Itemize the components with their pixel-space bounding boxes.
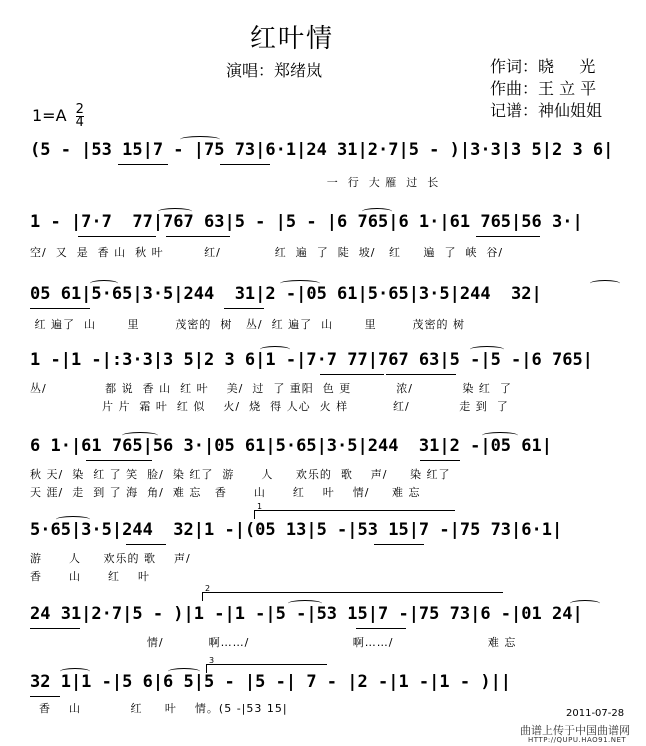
watermark-url: HTTP://QUPU.HAO91.NET: [528, 736, 627, 744]
notation-line: (5 - |53 15|7 - |75 73|6·1|24 31|2·7|5 - )|3·3|3 5|2 3 6|: [30, 140, 614, 160]
notation-line: 05 61|5·65|3·5|244 31|2 -|05 61|5·65|3·5|244 32|: [30, 284, 542, 304]
lyrics-line-2: 片 片 霜 叶 红 似 火/ 烧 得 人心 火 样 红/ 走 到 了: [30, 400, 509, 413]
notation-line: 32 1|1 -|5 6|6 5|5 - |5 -| 7 - |2 -|1 -|1 - )||: [30, 672, 512, 692]
time-signature: [76, 104, 84, 129]
lyrics-line-1: 一 行 大 雁 过 长: [30, 176, 440, 189]
underline: [166, 236, 230, 237]
watermark-text: 曲谱上传于中国曲谱网: [520, 724, 630, 737]
underline: [420, 460, 460, 461]
transcription-date: 2011-07-28: [566, 708, 625, 719]
notation-line: 1 -|1 -|:3·3|3 5|2 3 6|1 -|7·7 77|767 63|5 -|5 -|6 765|: [30, 350, 593, 370]
song-title: 红叶情: [250, 24, 335, 54]
underline: [220, 164, 270, 165]
lyrics-line-1: 游 人 欢乐的 歌 声/: [30, 552, 191, 565]
underline: [126, 544, 166, 545]
underline: [356, 628, 406, 629]
key-label: 1=A: [32, 106, 67, 125]
lyrics-line-1: 秋 天/ 染 红 了 笑 脸/ 染 红了 游 人 欢乐的 歌 声/ 染 红了: [30, 468, 451, 481]
key-signature: [32, 104, 84, 129]
underline: [30, 696, 60, 697]
underline: [320, 374, 384, 375]
lyrics-line-1: 红 遍了 山 里 茂密的 树 丛/ 红 遍了 山 里 茂密的 树: [30, 318, 466, 331]
lyrics-line-1: 空/ 又 是 香 山 秋 叶 红/ 红 遍 了 陡 坡/ 红 遍 了 峡 谷/: [30, 246, 504, 259]
underline: [30, 628, 80, 629]
notation-line: 5·65|3·5|244 32|1 -|(05 13|5 -|53 15|7 -|75 73|6·1|: [30, 520, 563, 540]
underline: [476, 236, 540, 237]
lyrics-line-1: 香 山 红 叶 情。(5 -|53 15|: [30, 702, 288, 715]
lyrics-line-2: 香 山 红 叶: [30, 570, 150, 583]
third-ending-bracket: 3: [206, 664, 327, 673]
notation-line: 6 1·|61 765|56 3·|05 61|5·65|3·5|244 31|2 -|05 61|: [30, 436, 552, 456]
lyrics-line-1: 情/ 啊……/ 啊……/ 难 忘: [30, 636, 517, 649]
transcriber-credit: 记谱：神仙姐姐: [490, 101, 603, 120]
first-ending-bracket: 1: [254, 510, 455, 519]
underline: [78, 236, 156, 237]
time-numerator: 2: [75, 102, 84, 117]
underline: [386, 374, 456, 375]
second-ending-bracket: 2: [202, 592, 503, 601]
lyricist-credit: 作词：晓 光: [490, 57, 596, 76]
singer-credit: 演唱：郑绪岚: [226, 61, 323, 80]
lyrics-line-2: 天 涯/ 走 到 了 海 角/ 难 忘 香 山 红 叶 情/ 难 忘: [30, 486, 421, 499]
underline: [374, 544, 424, 545]
notation-line: 1 - |7·7 77|767 63|5 - |5 - |6 765|6 1·|61 765|56 3·|: [30, 212, 583, 232]
composer-credit: 作曲：王 立 平: [490, 79, 597, 98]
time-denominator: 4: [75, 115, 84, 130]
notation-line: 24 31|2·7|5 - )|1 -|1 -|5 -|53 15|7 -|75 73|6 -|01 24|: [30, 604, 583, 624]
lyrics-line-1: 丛/ 都 说 香 山 红 叶 美/ 过 了 重阳 色 更 浓/ 染 红 了: [30, 382, 512, 395]
underline: [30, 308, 90, 309]
credits-block: [490, 56, 602, 122]
underline: [118, 164, 168, 165]
underline: [86, 460, 152, 461]
underline: [224, 308, 264, 309]
